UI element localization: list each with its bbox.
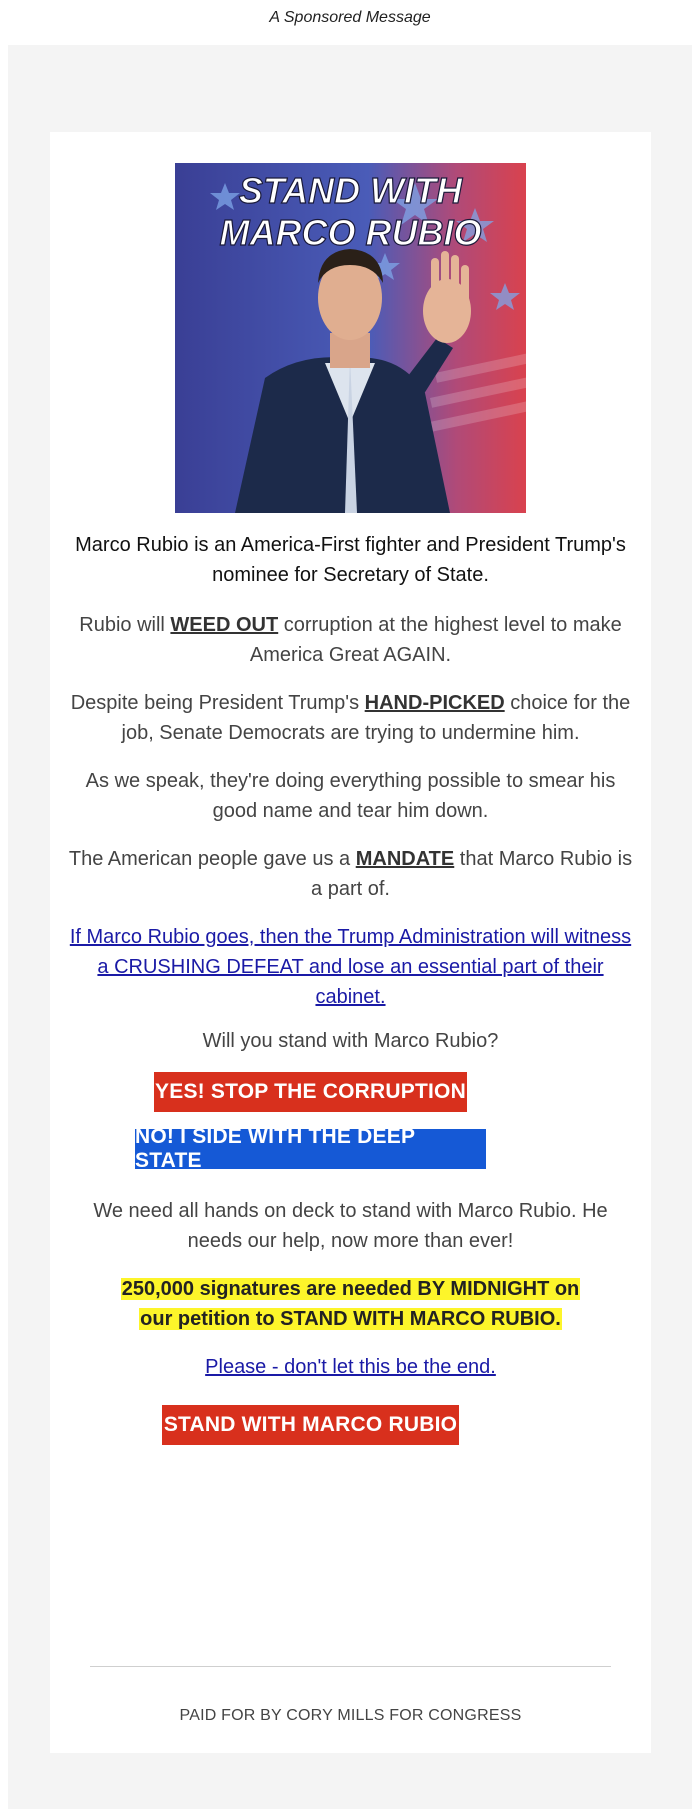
hero-image[interactable] <box>175 163 526 513</box>
weed-out-paragraph: Rubio will WEED OUT corruption at the highest level to make America Great AGAIN. <box>79 614 622 666</box>
hand-picked-emphasis: HAND-PICKED <box>364 692 505 714</box>
dont-let-end-link[interactable]: Please - don't let this be the end. <box>205 1356 496 1378</box>
crushing-defeat-link[interactable]: If Marco Rubio goes, then the Trump Administration will witness a CRUSHING DEFEAT and lose an essential part of their cabinet. <box>69 926 632 1008</box>
dont-let-end-paragraph <box>65 1352 636 1382</box>
crushing-defeat-paragraph <box>65 922 636 1012</box>
yes-stop-corruption-button[interactable]: YES! STOP THE CORRUPTION <box>154 1072 467 1112</box>
all-hands-paragraph: We need all hands on deck to stand with Marco Rubio. He needs our help, now more than ever! <box>93 1200 608 1252</box>
sponsored-message-label: A Sponsored Message <box>269 9 431 26</box>
smear-paragraph: As we speak, they're doing everything possible to smear his good name and tear him down. <box>85 770 616 822</box>
signatures-paragraph <box>65 1274 636 1334</box>
email-card <box>50 132 651 1753</box>
signatures-highlight: 250,000 signatures are needed BY MIDNIGHT on our petition to STAND WITH MARCO RUBIO. <box>121 1278 580 1330</box>
hero-graphic <box>175 163 526 513</box>
email-background <box>8 45 692 1809</box>
intro-paragraph: Marco Rubio is an America-First fighter and President Trump's nominee for Secretary of State. <box>75 534 626 586</box>
hero-title-line2: MARCO RUBIO <box>219 212 482 253</box>
footer-divider <box>90 1666 611 1667</box>
weed-out-emphasis: WEED OUT <box>170 614 279 636</box>
stand-with-rubio-button[interactable]: STAND WITH MARCO RUBIO <box>162 1405 459 1445</box>
hand-picked-paragraph: Despite being President Trump's HAND-PICKED choice for the job, Senate Democrats are trying to undermine him. <box>70 692 631 744</box>
question-text: Will you stand with Marco Rubio? <box>202 1030 499 1052</box>
hero-title-line1: STAND WITH <box>238 170 463 211</box>
no-deep-state-button[interactable]: NO! I SIDE WITH THE DEEP STATE <box>135 1129 486 1169</box>
mandate-emphasis: MANDATE <box>355 848 455 870</box>
mandate-paragraph: The American people gave us a MANDATE that Marco Rubio is a part of. <box>68 848 633 900</box>
paid-for-disclaimer: PAID FOR BY CORY MILLS FOR CONGRESS <box>179 1707 522 1724</box>
